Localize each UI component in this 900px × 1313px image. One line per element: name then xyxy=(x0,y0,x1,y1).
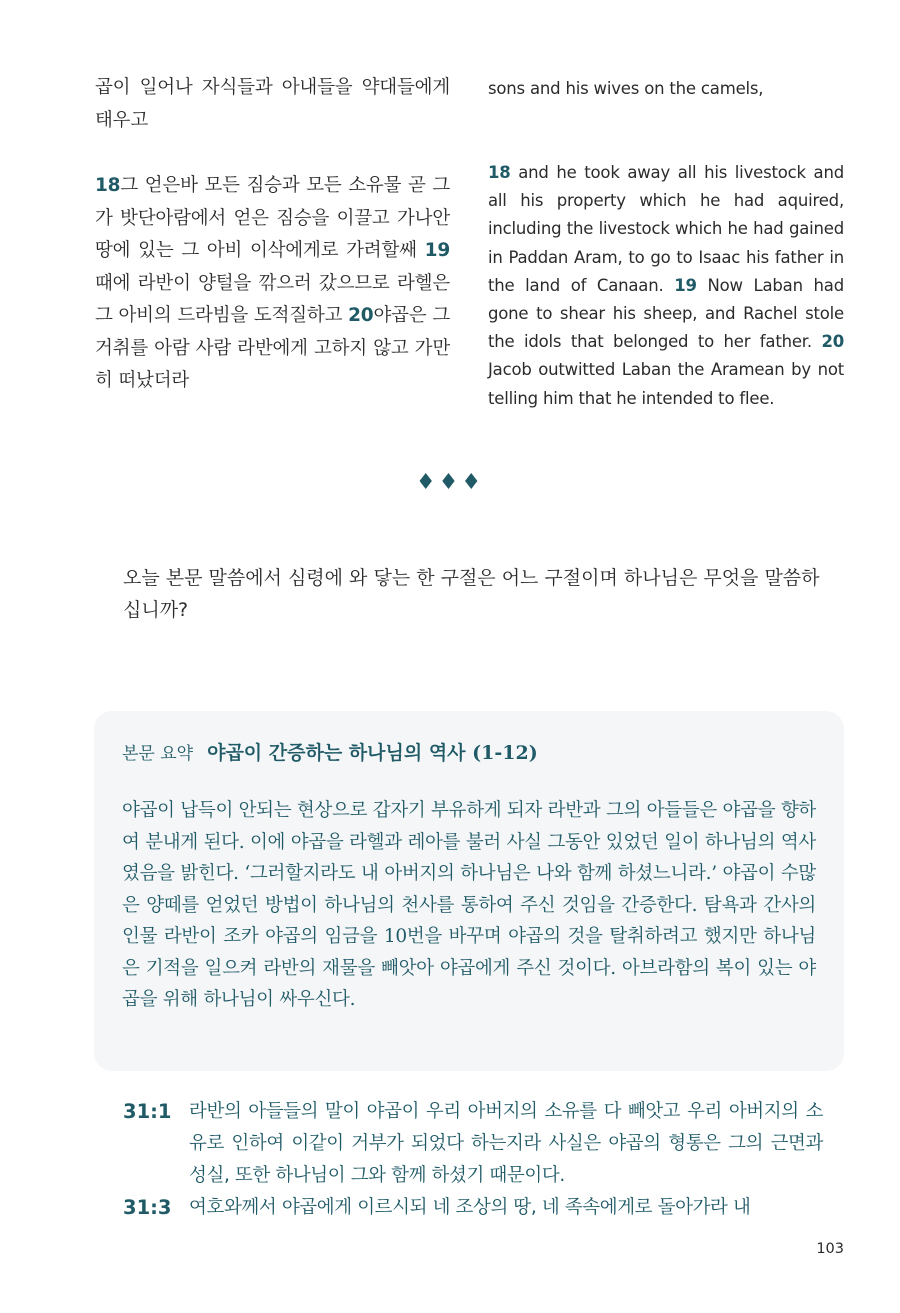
verse-commentary-text: 라반의 아들들의 말이 야곱이 우리 아버지의 소유를 다 빼앗고 우리 아버지의 소유로 인하여 이같이 거부가 되었다 하는지라 사실은 야곱의 형통은 그의 근면과 성실, 또한 하나님이 그와 함께 하셨기 때문이다. xyxy=(189,1101,823,1186)
verse-reference: 31:1 xyxy=(123,1100,172,1123)
english-column xyxy=(488,75,844,103)
verse-number: 20 xyxy=(821,332,844,352)
verse-number: 18 xyxy=(95,175,121,196)
reflection-question: 오늘 본문 말씀에서 심령에 와 닿는 한 구절은 어느 구절이며 하나님은 무엇을 말씀하십니까? xyxy=(123,567,820,621)
verse-commentary-list xyxy=(123,1096,823,1224)
verse-commentary-item xyxy=(123,1192,823,1224)
verse-commentary-item xyxy=(123,1096,823,1192)
english-paragraph-2 xyxy=(488,159,844,413)
korean-column-verses xyxy=(95,170,450,398)
diamond-divider-icon: ♦♦♦ xyxy=(415,470,485,495)
verse-text: and he took away all his livestock and all his property which he had aquired, including the livestock which he had gained in Paddan Aram, to go to Isaac his father in the land of Canaan. xyxy=(488,163,844,295)
korean-column xyxy=(95,72,450,137)
korean-paragraph-1: 곱이 일어나 자식들과 아내들을 약대들에게 태우고 xyxy=(95,77,450,131)
summary-title: 야곱이 간증하는 하나님의 역사 (1-12) xyxy=(207,742,538,764)
verse-number: 20 xyxy=(348,305,374,326)
verse-text: Now Laban had gone to shear his sheep, and Rachel stole the idols that belonged to her father. xyxy=(488,275,844,352)
summary-box xyxy=(94,711,844,1071)
summary-label: 본문 요약 xyxy=(122,744,194,764)
summary-body: 야곱이 납득이 안되는 현상으로 갑자기 부유하게 되자 라반과 그의 아들들은 야곱을 향하여 분내게 된다. 이에 야곱을 라헬과 레아를 불러 사실 그동안 있었던 일이 하나님의 역사였음을 밝힌다. ‘그러할지라도 내 아버지의 하나님은 나와 함께 하셨느니라.’ 야곱이 수많은 양떼를 얻었던 방법이 하나님의 천사를 통하여 주신 것임을 간증한다. 탐욕과 간사의 인물 라반이 조카 야곱의 임금을 10번을 바꾸며 야곱의 것을 탈취하려고 했지만 하나님은 기적을 일으켜 라반의 재물을 빼앗아 야곱에게 주신 것이다. 아브라함의 복이 있는 야곱을 위해 하나님이 싸우신다. xyxy=(122,800,816,1010)
verse-text: 야곱은 그 거취를 아람 사람 라반에게 고하지 않고 가만히 떠났더라 xyxy=(95,305,450,391)
verse-text: 때에 라반이 양털을 깎으러 갔으므로 라헬은 그 아비의 드라빔을 도적질하고 xyxy=(95,272,450,326)
page-number: 103 xyxy=(816,1241,844,1257)
verse-number: 19 xyxy=(424,240,450,261)
verse-text: 그 얻은바 모든 짐승과 모든 소유물 곧 그가 밧단아람에서 얻은 짐승을 이끌고 가나안 땅에 있는 그 아비 이삭에게로 가려할쌔 xyxy=(95,175,450,261)
verse-text: Jacob outwitted Laban the Aramean by not telling him that he intended to flee. xyxy=(488,360,844,408)
english-column-verses xyxy=(488,159,844,413)
korean-paragraph-2 xyxy=(95,170,450,398)
verse-number: 19 xyxy=(674,275,697,295)
verse-number: 18 xyxy=(488,163,511,182)
summary-header xyxy=(122,733,816,773)
english-paragraph-1: sons and his wives on the camels, xyxy=(488,79,764,98)
verse-commentary-text: 여호와께서 야곱에게 이르시되 네 조상의 땅, 네 족속에게로 돌아가라 내 xyxy=(189,1197,751,1218)
verse-reference: 31:3 xyxy=(123,1196,172,1219)
